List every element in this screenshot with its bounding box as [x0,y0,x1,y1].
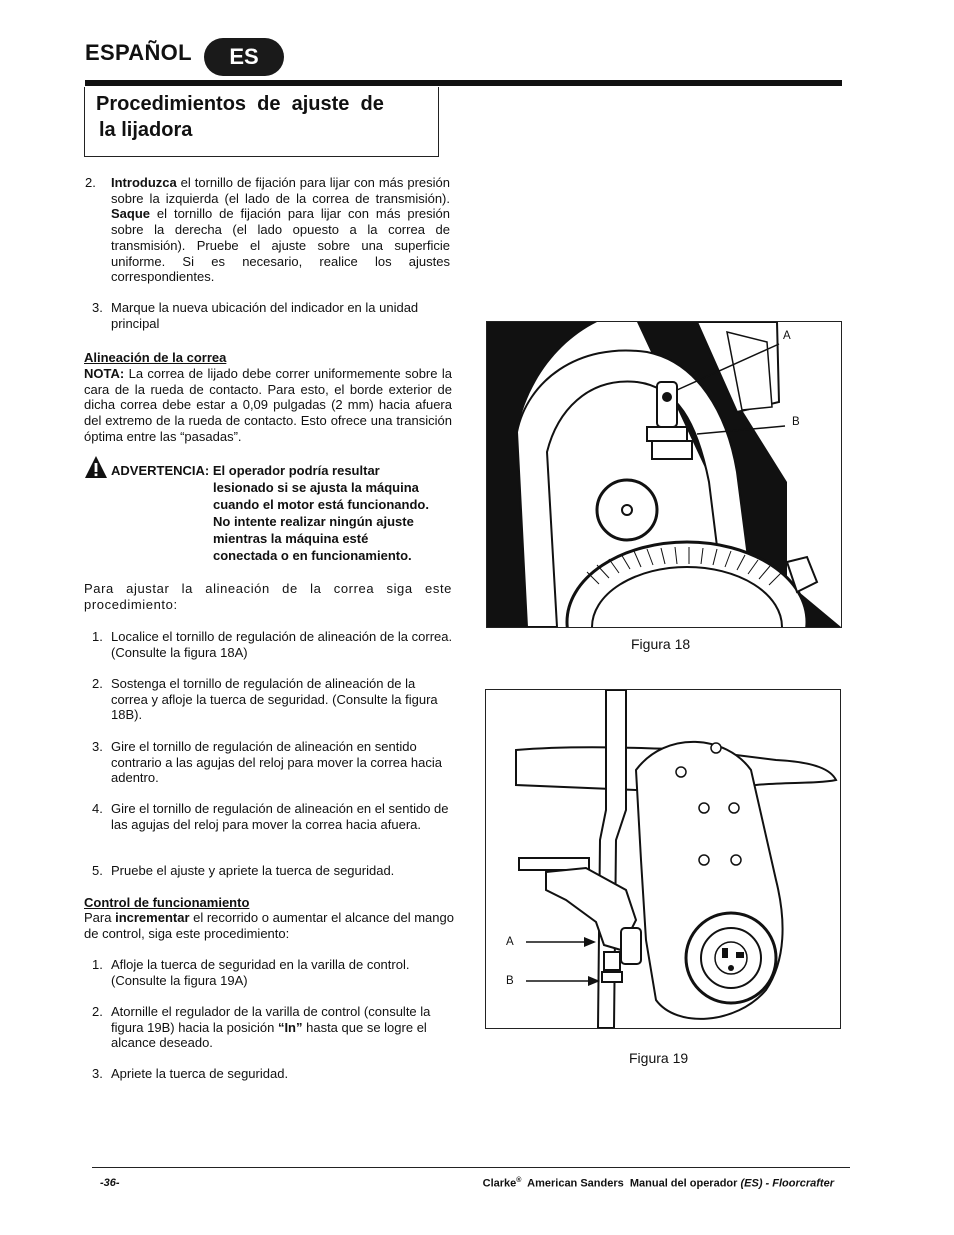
figure-18-label-b: B [792,416,800,428]
note-label: NOTA: [84,366,125,381]
step-number: 2. [85,175,96,190]
language-label: ESPAÑOL [85,40,192,65]
footer-rule [92,1167,850,1168]
step-number: 3. [92,300,103,315]
step-text: Afloje la tuerca de seguridad en la varilla de control. (Consulte la figura 19A) [111,957,410,988]
figure-18 [486,321,842,628]
warning-line: El operador podría resultar [212,463,380,478]
step-text: Localice el tornillo de regulación de alineación de la correa. (Consulte la figura 18A) [111,629,453,660]
control-intro [84,910,454,941]
belt-procedure-intro: Para ajustar la alineación de la correa siga este procedimiento: [84,581,452,612]
section-heading-control: Control de funcionamiento [84,895,250,910]
warning-block [111,462,461,564]
list-item-step-3 [92,300,422,331]
figure-19-label-b: B [506,975,514,987]
step-text: Gire el tornillo de regulación de alineación en sentido contrario a las agujas del reloj para mover la correa hacia adentro. [111,739,442,786]
note-text: La correa de lijado debe correr uniformemente sobre la cara de la rueda de contacto. Para esto, el borde exterior de dicha correa debe estar a 0,09 pulgadas (2 mm) hacia afuera del extremo de la rueda de contacto. Esto ofrece una transición óptima entre las “pasadas”. [84,366,452,444]
warning-label: ADVERTENCIA: [111,463,210,478]
language-badge: ES [204,38,284,76]
list-item [92,1004,454,1051]
emphasis: incrementar [115,910,190,925]
step-text: Pruebe el ajuste y apriete la tuerca de seguridad. [111,863,395,878]
step-text: el tornillo de fijación para lijar con más presión sobre la derecha (el lado opuesto a la correa de transmisión). Pruebe el ajuste sobre una superficie uniforme. Si es necesario, realice los ajustes correspondientes. [111,206,450,285]
page-title [96,91,426,143]
step-number: 2. [92,1004,103,1019]
intro-text: el recorrido o aumentar el alcance del mango de control, siga este procedimiento: [84,910,454,941]
footer-brand: Clarke [482,1177,517,1190]
step-text [111,1004,454,1051]
figure-19 [485,689,841,1029]
step-number: 1. [92,957,103,972]
step-text: el tornillo de fijación para lijar con más presión sobre la izquierda (el lado de la correa de transmisión). [111,175,450,206]
step-number: 3. [92,1066,103,1081]
header-rule [85,80,842,86]
step-text: Apriete la tuerca de seguridad. [111,1066,289,1081]
note-paragraph [84,366,452,445]
figure-18-illustration [487,322,841,627]
list-item [92,1066,454,1082]
warning-line: lesionado si se ajusta la máquina [213,480,419,495]
intro-text: Para [84,910,116,925]
step-text-part: Atornille el regulador de la varilla de control (consulte la figura 19B) hacia la posición [111,1004,431,1035]
figure-19-label-a: A [506,936,514,948]
list-item [92,863,454,879]
step-number: 5. [92,863,103,878]
footer-model: (ES) - Floorcrafter [740,1177,834,1190]
step-text-part: hasta que se logre el alcance deseado. [111,1019,427,1051]
figure-18-caption: Figura 18 [631,636,691,652]
step-number: 2. [92,676,103,691]
list-item-step-2 [85,175,450,285]
figure-19-illustration [486,690,840,1028]
warning-line: No intente realizar ningún ajuste [213,514,414,529]
footer-reg: ® [516,1177,522,1184]
title-line-1: Procedimientos de ajuste de [96,93,384,115]
page-number: -36- [100,1177,120,1189]
step-text: Sostenga el tornillo de regulación de alineación de la correa y afloje la tuerca de seguridad. (Consulte la figura 18B). [111,676,438,723]
list-item [92,957,454,988]
step-text: Gire el tornillo de regulación de alineación en el sentido de las agujas del reloj para mover la correa hacia afuera. [111,801,449,832]
list-item [92,676,454,723]
list-item [92,629,454,660]
warning-line: mientras la máquina esté [213,531,369,546]
step-number: 3. [92,739,103,754]
emphasis: Saque [111,206,151,222]
warning-line: conectada o en funcionamiento. [213,548,412,563]
footer-text: American Sanders Manual del operador [521,1177,741,1190]
figure-18-label-a: A [783,330,791,342]
emphasis: Introduzca [111,175,177,190]
step-text: Marque la nueva ubicación del indicador en la unidad principal [111,300,419,331]
figure-19-caption: Figura 19 [629,1050,689,1066]
title-line-2: la lijadora [99,119,193,141]
step-number: 1. [92,629,103,644]
warning-line: cuando el motor está funcionando. [213,497,429,512]
step-2-text [111,175,450,285]
footer-title [483,1177,834,1190]
list-item [92,739,444,786]
step-number: 4. [92,801,103,816]
section-heading-belt: Alineación de la correa [84,350,227,365]
list-item [92,801,454,832]
emphasis: “In” [277,1019,303,1035]
warning-icon [84,455,108,479]
